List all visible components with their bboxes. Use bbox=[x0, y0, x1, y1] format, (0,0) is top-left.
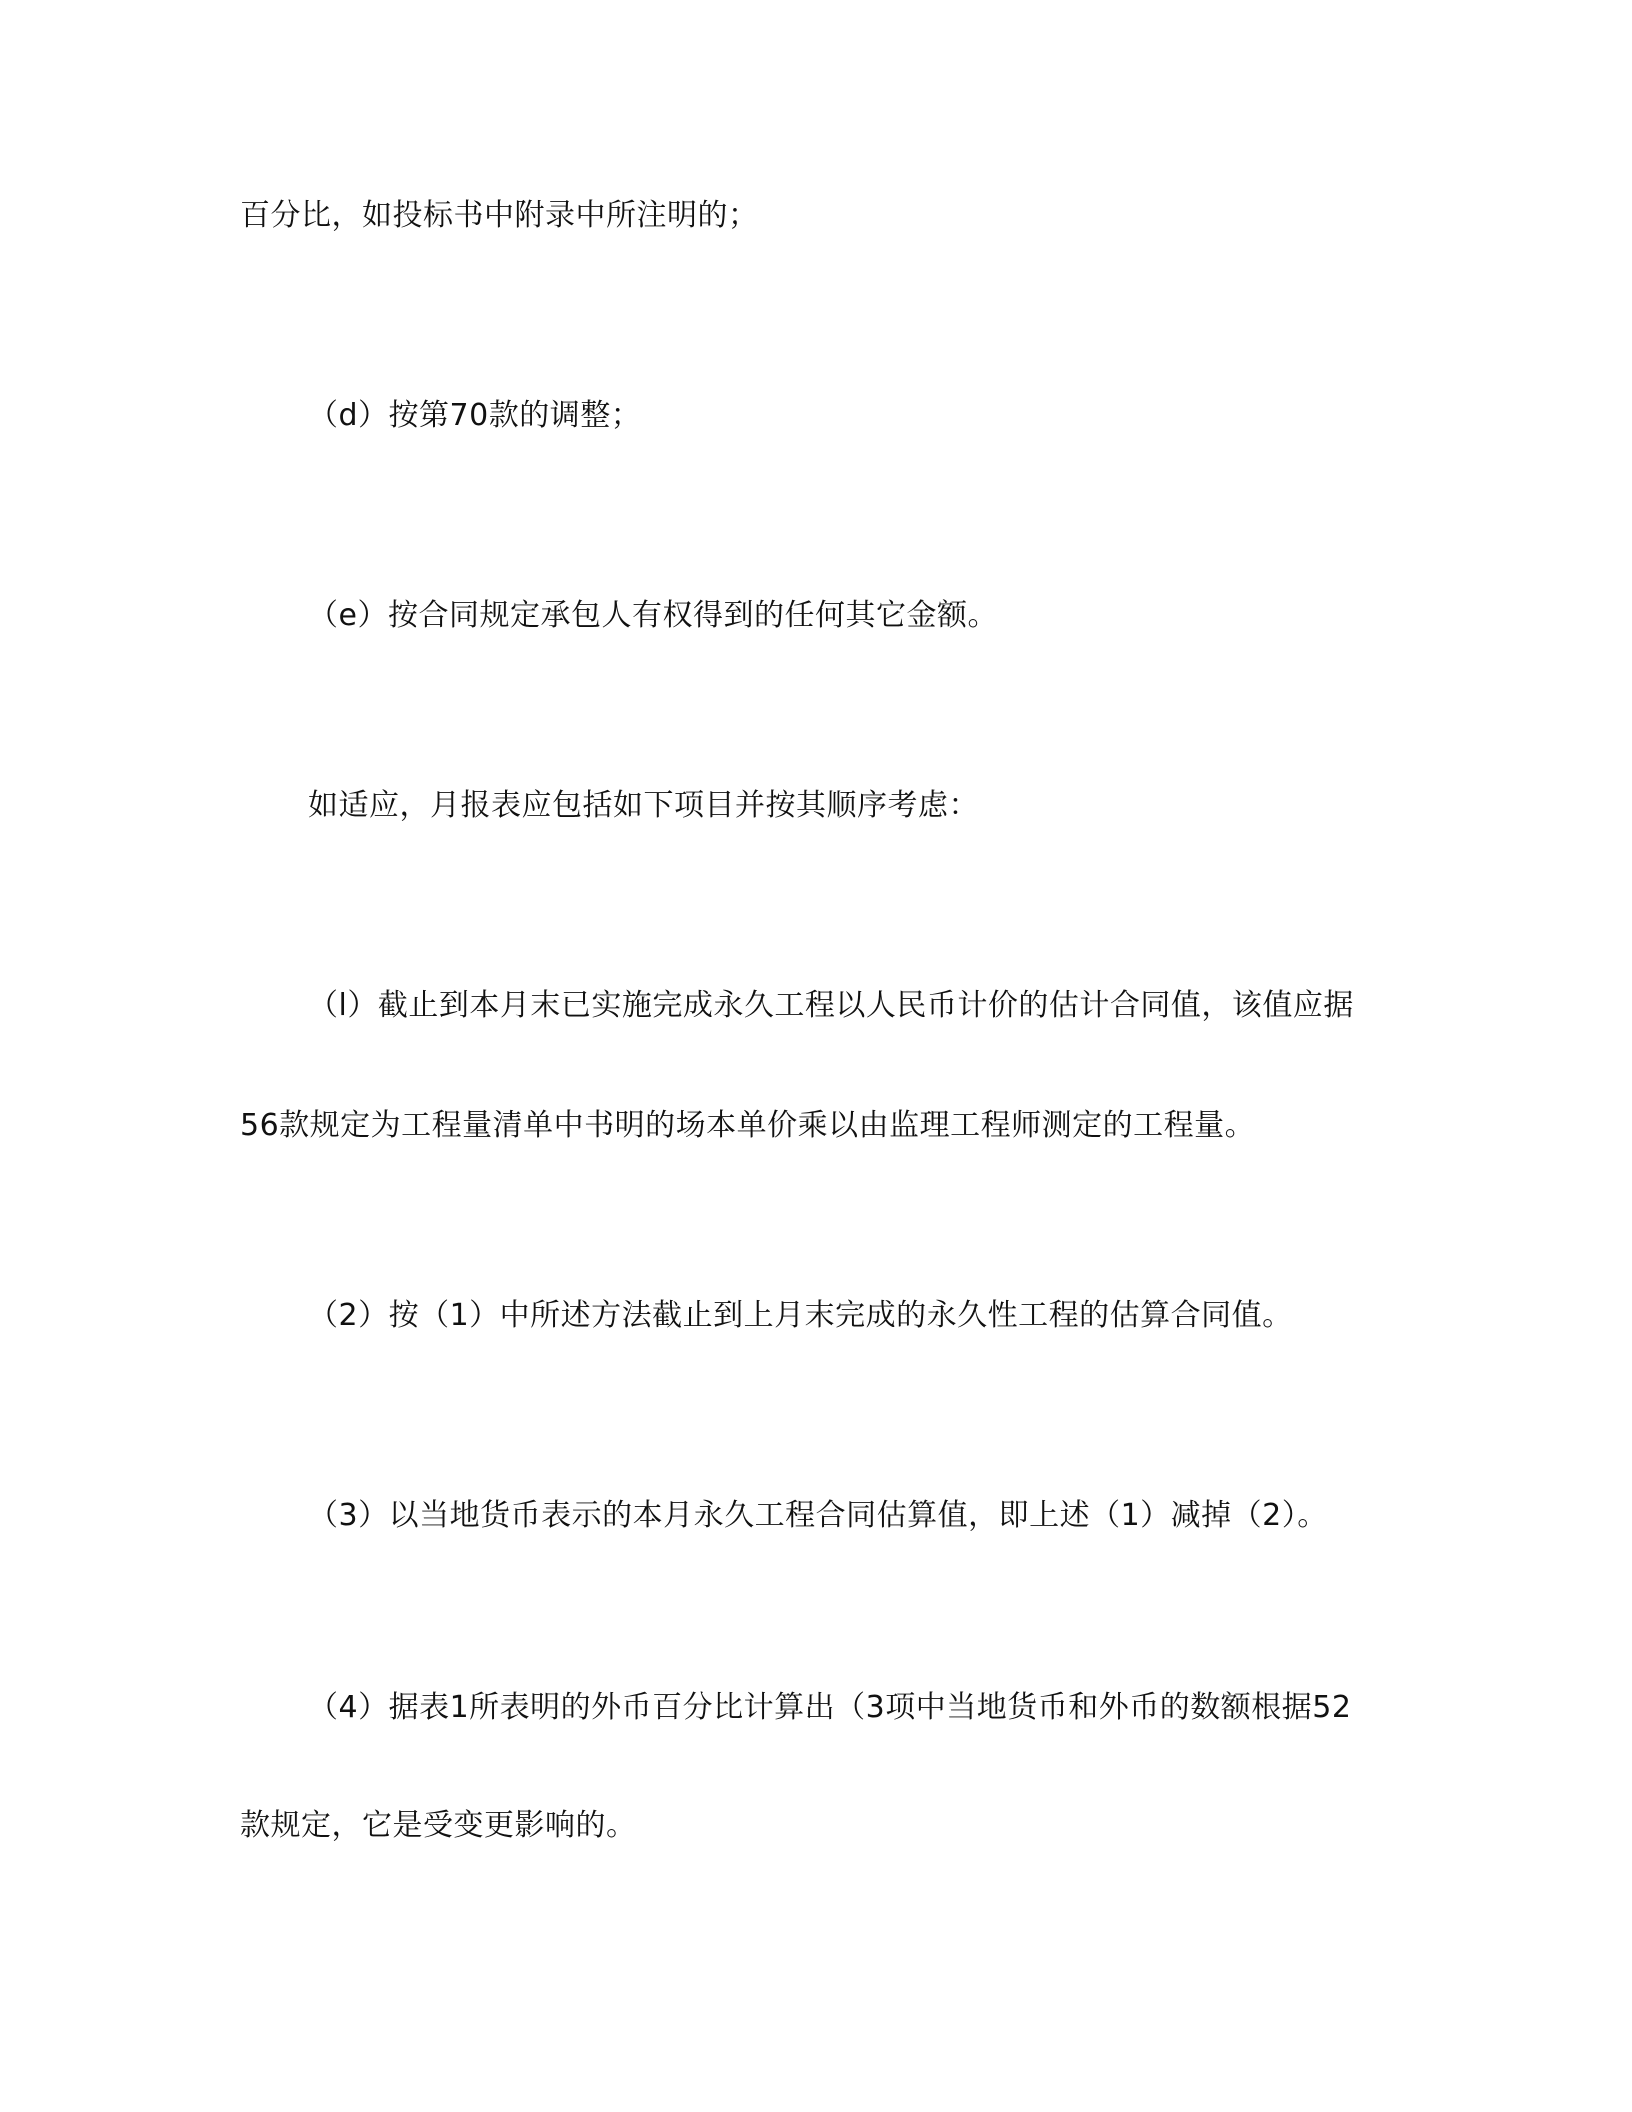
paragraph-item-4-line-2: 款规定，它是受变更影响的。 bbox=[240, 1808, 637, 1843]
paragraph-item-1-line-1: （l）截止到本月末已实施完成永久工程以人民币计价的估计合同值，该值应据 bbox=[308, 988, 1354, 1023]
paragraph-line-1: 百分比，如投标书中附录中所注明的； bbox=[240, 198, 759, 233]
paragraph-item-e: （e）按合同规定承包人有权得到的任何其它金额。 bbox=[308, 598, 998, 633]
paragraph-item-3: （3）以当地货币表示的本月永久工程合同估算值，即上述（1）减掉（2）。 bbox=[308, 1498, 1328, 1533]
paragraph-item-d: （d）按第70款的调整； bbox=[308, 398, 642, 433]
paragraph-item-1-line-2: 56款规定为工程量清单中书明的场本单价乘以由监理工程师测定的工程量。 bbox=[240, 1108, 1256, 1143]
paragraph-intro: 如适应，月报表应包括如下项目并按其顺序考虑： bbox=[308, 788, 979, 823]
paragraph-item-4-line-1: （4）据表1所表明的外币百分比计算出（3项中当地货币和外币的数额根据52 bbox=[308, 1690, 1352, 1725]
paragraph-item-2: （2）按（1）中所述方法截止到上月末完成的永久性工程的估算合同值。 bbox=[308, 1298, 1293, 1333]
